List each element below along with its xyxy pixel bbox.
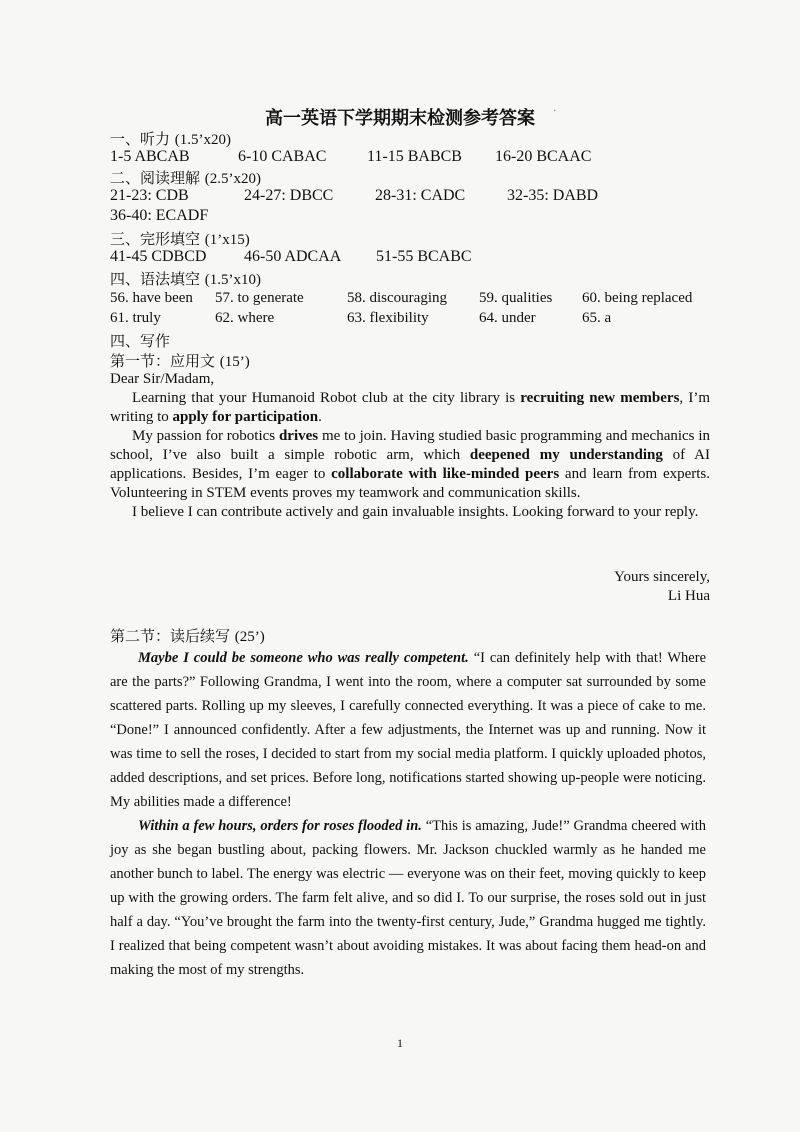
text-run: me to join. Having studied basic programming and mechanics in school, I’ve also built a simple robotic arm, which bbox=[110, 428, 711, 463]
answer-item: 58. discouraging bbox=[347, 290, 447, 306]
text-run: Learning that your Humanoid Robot club at the city library is bbox=[132, 390, 521, 406]
story-paragraph-2 bbox=[110, 814, 706, 982]
answer-item: 24-27: DBCC bbox=[244, 187, 334, 204]
answer-item: 32-35: DABD bbox=[507, 187, 599, 204]
answer-item: 51-55 BCABC bbox=[376, 248, 472, 265]
answer-item: 41-45 CDBCD bbox=[110, 248, 207, 265]
reading-score: (2.5’x20) bbox=[204, 171, 262, 187]
answer-item: 16-20 BCAAC bbox=[495, 148, 592, 165]
answer-item: 63. flexibility bbox=[347, 310, 429, 326]
listening-answers bbox=[110, 148, 720, 168]
story-paragraph-1 bbox=[110, 646, 706, 814]
cloze-answers bbox=[110, 248, 720, 268]
bold-phrase: collaborate with like-minded peers bbox=[331, 466, 560, 482]
page-number: 1 bbox=[397, 1036, 403, 1050]
answer-item: 21-23: CDB bbox=[110, 187, 189, 204]
letter-paragraph-3: I believe I can contribute actively and gain invaluable insights. Looking forward to your reply. bbox=[132, 504, 699, 520]
reading-answers bbox=[110, 187, 720, 207]
cloze-title: 三、完形填空 bbox=[110, 230, 201, 248]
letter-paragraph-1 bbox=[110, 389, 710, 427]
page-title: 高一英语下学期期末检测参考答案 bbox=[265, 108, 535, 129]
text-run: My passion for robotics bbox=[132, 428, 279, 444]
story-p1-text: “I can definitely help with that! Where are the parts?” Following Grandma, I went into the room, where a computer sat surrounded by some scattered parts. Rolling up my sleeves, I carefully connected everything. It was a piece of cake to me. “Done!” I announced confidently. After a few adjustments, the Internet was up and running. Now it was time to sell the roses, I decided to start from my social media platform. I quickly uploaded photos, added descriptions, and set prices. Before long, notifications started showing up-people were noticing. My abilities made a difference! bbox=[110, 650, 707, 810]
answer-item: 64. under bbox=[479, 310, 536, 326]
application-letter bbox=[110, 370, 710, 522]
letter-closing: Yours sincerely, bbox=[614, 569, 710, 585]
bold-phrase: recruiting new members bbox=[520, 390, 680, 406]
answer-item: 46-50 ADCAA bbox=[244, 248, 342, 265]
grammar-answers bbox=[110, 290, 720, 310]
reading-heading bbox=[110, 167, 261, 188]
letter-greeting: Dear Sir/Madam, bbox=[110, 371, 215, 387]
text-run: of AI applications. Besides, I’m eager to bbox=[110, 447, 710, 482]
cloze-heading bbox=[110, 228, 250, 249]
answer-item: 65. a bbox=[582, 310, 612, 326]
listening-score: (1.5’x20) bbox=[174, 132, 232, 148]
continuation-story bbox=[110, 646, 706, 982]
part1-title: 第一节：应用文 bbox=[110, 352, 216, 370]
listening-title: 一、听力 bbox=[110, 130, 171, 148]
bold-phrase: apply for participation bbox=[172, 409, 319, 425]
answer-item: 62. where bbox=[215, 310, 275, 326]
answer-item: 61. truly bbox=[110, 310, 161, 326]
part2-score: (25’) bbox=[234, 629, 265, 645]
reading-title: 二、阅读理解 bbox=[110, 169, 201, 187]
text-run: . bbox=[318, 409, 322, 425]
answer-item: 56. have been bbox=[110, 290, 193, 306]
answer-item: 6-10 CABAC bbox=[238, 148, 327, 165]
grammar-heading bbox=[110, 268, 261, 289]
text-run: and learn from experts. Volunteering in STEM events proves my teamwork and communication skills. bbox=[110, 466, 711, 501]
writing-part2-heading bbox=[110, 625, 265, 646]
answer-item: 11-15 BABCB bbox=[367, 148, 462, 165]
answer-item: 28-31: CADC bbox=[375, 187, 466, 204]
grammar-answers-2 bbox=[110, 310, 720, 330]
listening-heading bbox=[110, 128, 231, 149]
answer-item: 59. qualities bbox=[479, 290, 553, 306]
grammar-title: 四、语法填空 bbox=[110, 270, 201, 288]
text-run: , I’m writing to bbox=[110, 390, 710, 425]
story-p2-text: “This is amazing, Jude!” Grandma cheered with joy as she began bustling about, packing flowers. Mr. Jackson chuckled warmly as he handed me another bunch to label. The energy was electric — everyone was on their feet, moving quickly to keep up with the growing orders. The farm felt alive, and so did I. To our surprise, the roses sold out in just half a day. “You’ve brought the farm into the twenty-first century, Jude,” Grandma hugged me tightly. I realized that being competent wasn’t about avoiding mistakes. It was about facing them head-on and making the most of my strengths. bbox=[110, 818, 706, 978]
letter-signature: Li Hua bbox=[667, 588, 710, 604]
answer-item: 57. to generate bbox=[215, 290, 304, 306]
part2-title: 第二节：读后续写 bbox=[110, 627, 231, 645]
reading-answers-2 bbox=[110, 207, 720, 227]
story-p1-lead: Maybe I could be someone who was really competent. bbox=[138, 650, 469, 666]
cloze-score: (1’x15) bbox=[204, 232, 250, 248]
answer-item: 1-5 ABCAB bbox=[110, 148, 190, 165]
bold-phrase: drives bbox=[278, 428, 319, 444]
writing-part1-heading bbox=[110, 350, 250, 371]
scan-mark: · bbox=[553, 106, 557, 117]
grammar-score: (1.5’x10) bbox=[204, 272, 262, 288]
letter-paragraph-2 bbox=[110, 427, 710, 503]
part1-score: (15’) bbox=[219, 354, 250, 370]
writing-heading: 四、写作 bbox=[110, 332, 171, 350]
story-p2-lead: Within a few hours, orders for roses flooded in. bbox=[138, 818, 422, 834]
answer-item: 36-40: ECADF bbox=[110, 207, 209, 224]
bold-phrase: deepened my understanding bbox=[469, 447, 663, 463]
answer-item: 60. being replaced bbox=[582, 290, 693, 306]
